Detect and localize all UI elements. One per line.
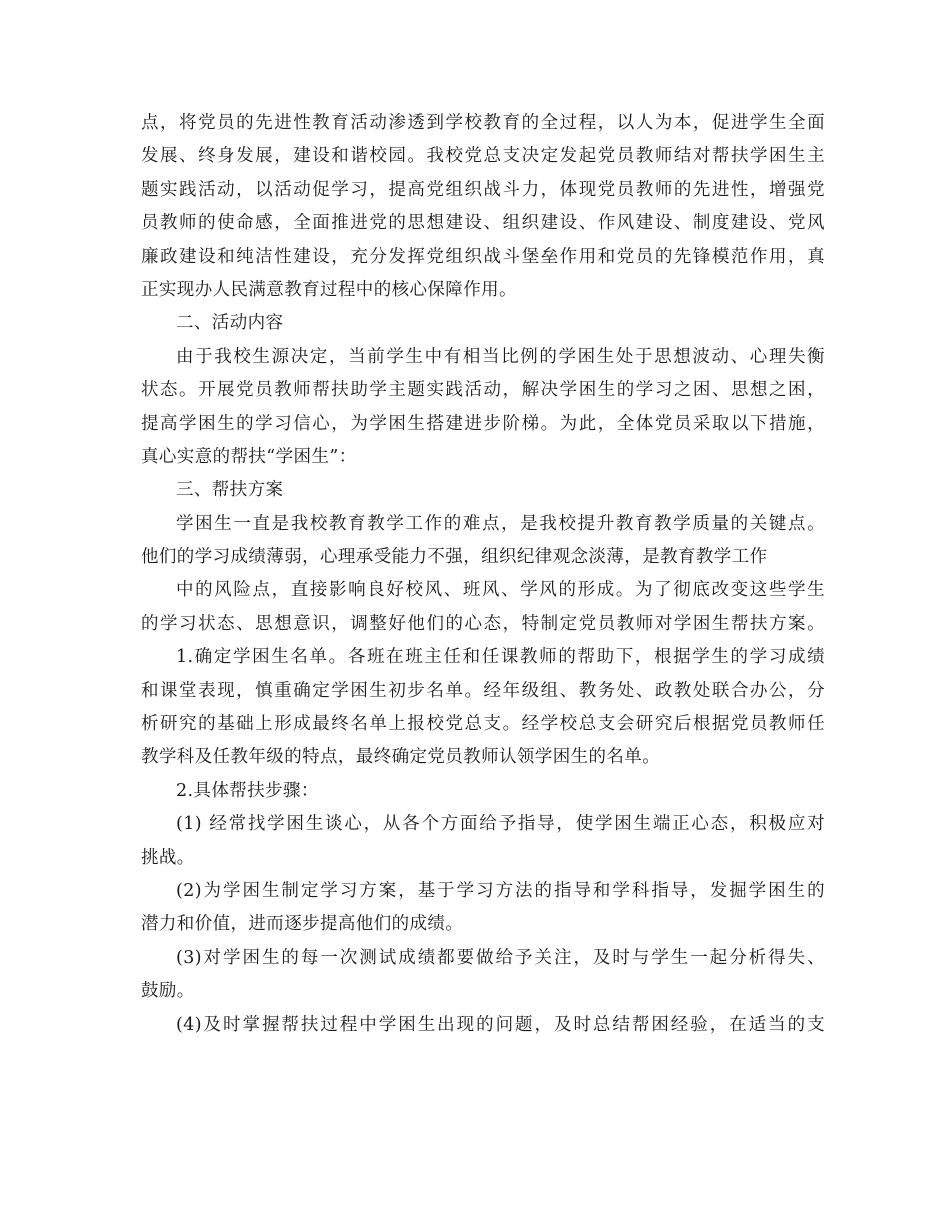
text-line: 廉政建设和纯洁性建设，充分发挥党组织战斗堡垒作用和党员的先锋模范作用，真 — [141, 246, 825, 267]
text-line: 挑战。 — [141, 847, 195, 868]
text-line: 员教师的使命感，全面推进党的思想建设、组织建设、作风建设、制度建设、党风 — [141, 213, 825, 234]
text-line: 发展、终身发展，建设和谐校园。我校党总支决定发起党员教师结对帮扶学困生主 — [141, 146, 825, 167]
text-line: 学困生一直是我校教育教学工作的难点，是我校提升教育教学质量的关键点。 — [176, 513, 825, 534]
text-line: 由于我校生源决定，当前学生中有相当比例的学困生处于思想波动、心理失衡 — [176, 346, 825, 367]
text-line: 提高学困生的学习信心，为学困生搭建进步阶梯。为此，全体党员采取以下措施， — [141, 413, 825, 434]
text-line: 他们的学习成绩薄弱，心理承受能力不强，组织纪律观念淡薄，是教育教学工作 — [141, 547, 768, 568]
text-line: (2)为学困生制定学习方案，基于学习方法的指导和学科指导，发掘学困生的 — [176, 880, 825, 901]
text-line: 2.具体帮扶步骤： — [176, 780, 319, 801]
text-line: 的学习状态、思想意识，调整好他们的心态，特制定党员教师对学困生帮扶方案。 — [141, 613, 825, 634]
text-line: 教学科及任教年级的特点，最终确定党员教师认领学困生的名单。 — [141, 747, 661, 768]
text-line: 状态。开展党员教师帮扶助学主题实践活动，解决学困生的学习之困、思想之困， — [141, 380, 825, 401]
text-line: 二、活动内容 — [176, 313, 284, 334]
text-line: 和课堂表现，慎重确定学困生初步名单。经年级组、教务处、政教处联合办公，分 — [141, 680, 825, 701]
text-line: (1) 经常找学困生谈心，从各个方面给予指导，使学困生端正心态，积极应对 — [176, 814, 825, 835]
text-line: 真心实意的帮扶“学困生”： — [141, 446, 357, 467]
text-line: 点，将党员的先进性教育活动渗透到学校教育的全过程，以人为本，促进学生全面 — [141, 113, 825, 133]
text-line: 潜力和价值，进而逐步提高他们的成绩。 — [141, 914, 464, 935]
text-line: (3)对学困生的每一次测试成绩都要做给予关注，及时与学生一起分析得失、 — [176, 947, 825, 968]
text-line: 中的风险点，直接影响良好校风、班风、学风的形成。为了彻底改变这些学生 — [176, 580, 825, 601]
text-line: (4)及时掌握帮扶过程中学困生出现的问题，及时总结帮困经验，在适当的支 — [176, 1014, 825, 1035]
text-line: 正实现办人民满意教育过程中的核心保障作用。 — [141, 279, 517, 300]
text-line: 1.确定学困生名单。各班在班主任和任课教师的帮助下，根据学生的学习成绩 — [176, 647, 825, 668]
text-line: 析研究的基础上形成最终名单上报校党总支。经学校总支会研究后根据党员教师任 — [141, 714, 825, 735]
text-line: 三、帮扶方案 — [176, 480, 284, 501]
text-line: 题实践活动，以活动促学习，提高党组织战斗力，体现党员教师的先进性，增强党 — [141, 179, 825, 200]
text-line: 鼓励。 — [141, 981, 195, 1002]
document-body — [141, 107, 825, 1042]
